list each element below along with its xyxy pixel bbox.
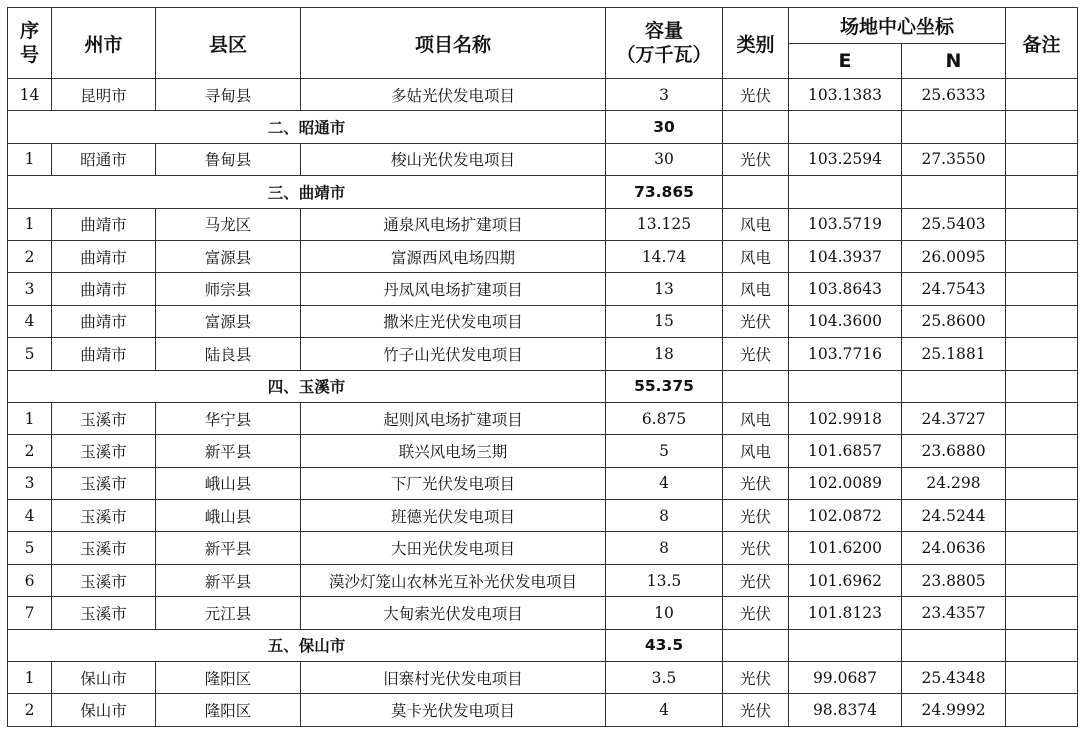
cell-coord-n: 23.8805 (902, 564, 1006, 596)
cell-county: 峨山县 (156, 500, 301, 532)
cell-type: 风电 (723, 240, 789, 272)
cell-project-name: 莫卡光伏发电项目 (301, 694, 606, 726)
cell-county: 元江县 (156, 597, 301, 629)
cell-type: 风电 (723, 273, 789, 305)
section-empty-e (789, 111, 902, 143)
section-empty-e (789, 176, 902, 208)
cell-type: 风电 (723, 435, 789, 467)
table-row (8, 79, 1078, 111)
cell-city: 玉溪市 (52, 435, 156, 467)
cell-type: 光伏 (723, 79, 789, 111)
cell-coord-n: 23.4357 (902, 597, 1006, 629)
cell-coord-n: 24.3727 (902, 402, 1006, 434)
cell-coord-e: 101.6200 (789, 532, 902, 564)
header-capacity: 容量 （万千瓦） (606, 8, 723, 79)
cell-county: 鲁甸县 (156, 143, 301, 175)
cell-seq: 5 (8, 338, 52, 370)
header-e: E (789, 44, 902, 79)
cell-type: 风电 (723, 208, 789, 240)
cell-type: 光伏 (723, 564, 789, 596)
cell-county: 富源县 (156, 305, 301, 337)
cell-seq: 5 (8, 532, 52, 564)
section-row (8, 370, 1078, 402)
section-empty-type (723, 370, 789, 402)
cell-capacity: 4 (606, 467, 723, 499)
cell-county: 新平县 (156, 564, 301, 596)
cell-coord-e: 103.7716 (789, 338, 902, 370)
projects-table (7, 7, 1078, 727)
cell-city: 曲靖市 (52, 273, 156, 305)
header-city: 州市 (52, 8, 156, 79)
cell-coord-e: 103.8643 (789, 273, 902, 305)
cell-capacity: 8 (606, 500, 723, 532)
section-title: 五、保山市 (8, 629, 606, 661)
cell-coord-e: 101.8123 (789, 597, 902, 629)
section-total: 30 (606, 111, 723, 143)
cell-coord-e: 104.3600 (789, 305, 902, 337)
cell-note (1006, 79, 1078, 111)
header-county: 县区 (156, 8, 301, 79)
table-row (8, 305, 1078, 337)
cell-capacity: 8 (606, 532, 723, 564)
cell-note (1006, 694, 1078, 726)
header-project: 项目名称 (301, 8, 606, 79)
cell-seq: 1 (8, 662, 52, 694)
header-n: N (902, 44, 1006, 79)
table-row (8, 564, 1078, 596)
table-row (8, 338, 1078, 370)
cell-project-name: 大田光伏发电项目 (301, 532, 606, 564)
cell-city: 玉溪市 (52, 402, 156, 434)
table-row (8, 273, 1078, 305)
cell-coord-e: 98.8374 (789, 694, 902, 726)
cell-note (1006, 467, 1078, 499)
cell-capacity: 30 (606, 143, 723, 175)
table-row (8, 402, 1078, 434)
cell-seq: 2 (8, 435, 52, 467)
cell-coord-e: 104.3937 (789, 240, 902, 272)
table-row (8, 435, 1078, 467)
section-empty-n (902, 370, 1006, 402)
cell-capacity: 3.5 (606, 662, 723, 694)
table-row (8, 532, 1078, 564)
cell-capacity: 3 (606, 79, 723, 111)
cell-county: 隆阳区 (156, 694, 301, 726)
section-empty-e (789, 629, 902, 661)
cell-coord-e: 101.6962 (789, 564, 902, 596)
cell-city: 曲靖市 (52, 338, 156, 370)
cell-project-name: 丹凤风电场扩建项目 (301, 273, 606, 305)
cell-county: 马龙区 (156, 208, 301, 240)
cell-project-name: 漠沙灯笼山农林光互补光伏发电项目 (301, 564, 606, 596)
cell-note (1006, 435, 1078, 467)
cell-note (1006, 564, 1078, 596)
cell-project-name: 大甸索光伏发电项目 (301, 597, 606, 629)
table-row (8, 500, 1078, 532)
cell-seq: 1 (8, 143, 52, 175)
cell-project-name: 梭山光伏发电项目 (301, 143, 606, 175)
cell-city: 昆明市 (52, 79, 156, 111)
table-body (8, 79, 1078, 727)
cell-county: 陆良县 (156, 338, 301, 370)
cell-coord-n: 24.9992 (902, 694, 1006, 726)
cell-county: 隆阳区 (156, 662, 301, 694)
cell-type: 光伏 (723, 338, 789, 370)
cell-capacity: 4 (606, 694, 723, 726)
table-row (8, 694, 1078, 726)
cell-coord-e: 103.5719 (789, 208, 902, 240)
section-empty-n (902, 629, 1006, 661)
cell-note (1006, 273, 1078, 305)
cell-type: 光伏 (723, 597, 789, 629)
section-total: 73.865 (606, 176, 723, 208)
cell-county: 新平县 (156, 532, 301, 564)
cell-capacity: 13 (606, 273, 723, 305)
cell-project-name: 撒米庄光伏发电项目 (301, 305, 606, 337)
cell-coord-n: 25.6333 (902, 79, 1006, 111)
table-row (8, 662, 1078, 694)
cell-city: 玉溪市 (52, 564, 156, 596)
cell-capacity: 13.5 (606, 564, 723, 596)
cell-coord-n: 25.8600 (902, 305, 1006, 337)
section-empty-type (723, 176, 789, 208)
cell-project-name: 班德光伏发电项目 (301, 500, 606, 532)
cell-seq: 14 (8, 79, 52, 111)
cell-capacity: 6.875 (606, 402, 723, 434)
cell-city: 玉溪市 (52, 532, 156, 564)
cell-coord-n: 25.4348 (902, 662, 1006, 694)
cell-project-name: 起则风电场扩建项目 (301, 402, 606, 434)
cell-capacity: 18 (606, 338, 723, 370)
section-empty-n (902, 111, 1006, 143)
cell-type: 光伏 (723, 305, 789, 337)
cell-city: 保山市 (52, 694, 156, 726)
cell-coord-n: 26.0095 (902, 240, 1006, 272)
cell-capacity: 10 (606, 597, 723, 629)
cell-type: 光伏 (723, 694, 789, 726)
cell-type: 光伏 (723, 532, 789, 564)
cell-coord-n: 25.5403 (902, 208, 1006, 240)
cell-note (1006, 338, 1078, 370)
section-title: 三、曲靖市 (8, 176, 606, 208)
cell-county: 富源县 (156, 240, 301, 272)
cell-project-name: 竹子山光伏发电项目 (301, 338, 606, 370)
section-row (8, 111, 1078, 143)
cell-note (1006, 532, 1078, 564)
cell-coord-e: 101.6857 (789, 435, 902, 467)
section-empty-n (902, 176, 1006, 208)
cell-project-name: 多姑光伏发电项目 (301, 79, 606, 111)
cell-project-name: 富源西风电场四期 (301, 240, 606, 272)
cell-capacity: 5 (606, 435, 723, 467)
section-empty-type (723, 629, 789, 661)
cell-note (1006, 208, 1078, 240)
section-empty-note (1006, 176, 1078, 208)
cell-county: 寻甸县 (156, 79, 301, 111)
cell-coord-e: 102.0872 (789, 500, 902, 532)
cell-coord-e: 102.9918 (789, 402, 902, 434)
table-row (8, 240, 1078, 272)
cell-coord-n: 23.6880 (902, 435, 1006, 467)
cell-seq: 3 (8, 273, 52, 305)
cell-note (1006, 500, 1078, 532)
cell-coord-e: 102.0089 (789, 467, 902, 499)
cell-type: 光伏 (723, 662, 789, 694)
cell-county: 华宁县 (156, 402, 301, 434)
cell-capacity: 13.125 (606, 208, 723, 240)
cell-type: 光伏 (723, 143, 789, 175)
section-empty-note (1006, 629, 1078, 661)
section-empty-e (789, 370, 902, 402)
cell-project-name: 旧寨村光伏发电项目 (301, 662, 606, 694)
header-coords: 场地中心坐标 (789, 8, 1006, 44)
cell-seq: 3 (8, 467, 52, 499)
section-row (8, 176, 1078, 208)
cell-city: 曲靖市 (52, 305, 156, 337)
cell-seq: 2 (8, 240, 52, 272)
table-row (8, 597, 1078, 629)
cell-seq: 6 (8, 564, 52, 596)
cell-coord-e: 99.0687 (789, 662, 902, 694)
table-row (8, 208, 1078, 240)
cell-coord-e: 103.2594 (789, 143, 902, 175)
cell-coord-n: 24.5244 (902, 500, 1006, 532)
cell-seq: 4 (8, 305, 52, 337)
cell-type: 风电 (723, 402, 789, 434)
cell-coord-n: 24.7543 (902, 273, 1006, 305)
section-total: 43.5 (606, 629, 723, 661)
cell-coord-n: 27.3550 (902, 143, 1006, 175)
table-row (8, 467, 1078, 499)
cell-coord-n: 24.298 (902, 467, 1006, 499)
cell-city: 昭通市 (52, 143, 156, 175)
cell-project-name: 下厂光伏发电项目 (301, 467, 606, 499)
section-title: 二、昭通市 (8, 111, 606, 143)
cell-note (1006, 402, 1078, 434)
section-empty-note (1006, 111, 1078, 143)
section-empty-note (1006, 370, 1078, 402)
cell-note (1006, 597, 1078, 629)
section-total: 55.375 (606, 370, 723, 402)
cell-city: 玉溪市 (52, 500, 156, 532)
cell-note (1006, 305, 1078, 337)
cell-project-name: 联兴风电场三期 (301, 435, 606, 467)
cell-type: 光伏 (723, 467, 789, 499)
header-seq: 序 号 (8, 8, 52, 79)
cell-seq: 1 (8, 208, 52, 240)
cell-seq: 1 (8, 402, 52, 434)
cell-city: 玉溪市 (52, 467, 156, 499)
cell-county: 峨山县 (156, 467, 301, 499)
cell-seq: 4 (8, 500, 52, 532)
cell-city: 曲靖市 (52, 240, 156, 272)
table-row (8, 143, 1078, 175)
cell-capacity: 14.74 (606, 240, 723, 272)
header-type: 类别 (723, 8, 789, 79)
cell-note (1006, 143, 1078, 175)
cell-city: 保山市 (52, 662, 156, 694)
cell-county: 新平县 (156, 435, 301, 467)
cell-city: 曲靖市 (52, 208, 156, 240)
header-note: 备注 (1006, 8, 1078, 79)
cell-type: 光伏 (723, 500, 789, 532)
cell-note (1006, 662, 1078, 694)
cell-capacity: 15 (606, 305, 723, 337)
cell-note (1006, 240, 1078, 272)
cell-city: 玉溪市 (52, 597, 156, 629)
cell-seq: 2 (8, 694, 52, 726)
cell-coord-n: 25.1881 (902, 338, 1006, 370)
section-title: 四、玉溪市 (8, 370, 606, 402)
cell-coord-e: 103.1383 (789, 79, 902, 111)
cell-coord-n: 24.0636 (902, 532, 1006, 564)
header-row (8, 8, 1078, 44)
section-row (8, 629, 1078, 661)
cell-county: 师宗县 (156, 273, 301, 305)
cell-project-name: 通泉风电场扩建项目 (301, 208, 606, 240)
cell-seq: 7 (8, 597, 52, 629)
section-empty-type (723, 111, 789, 143)
